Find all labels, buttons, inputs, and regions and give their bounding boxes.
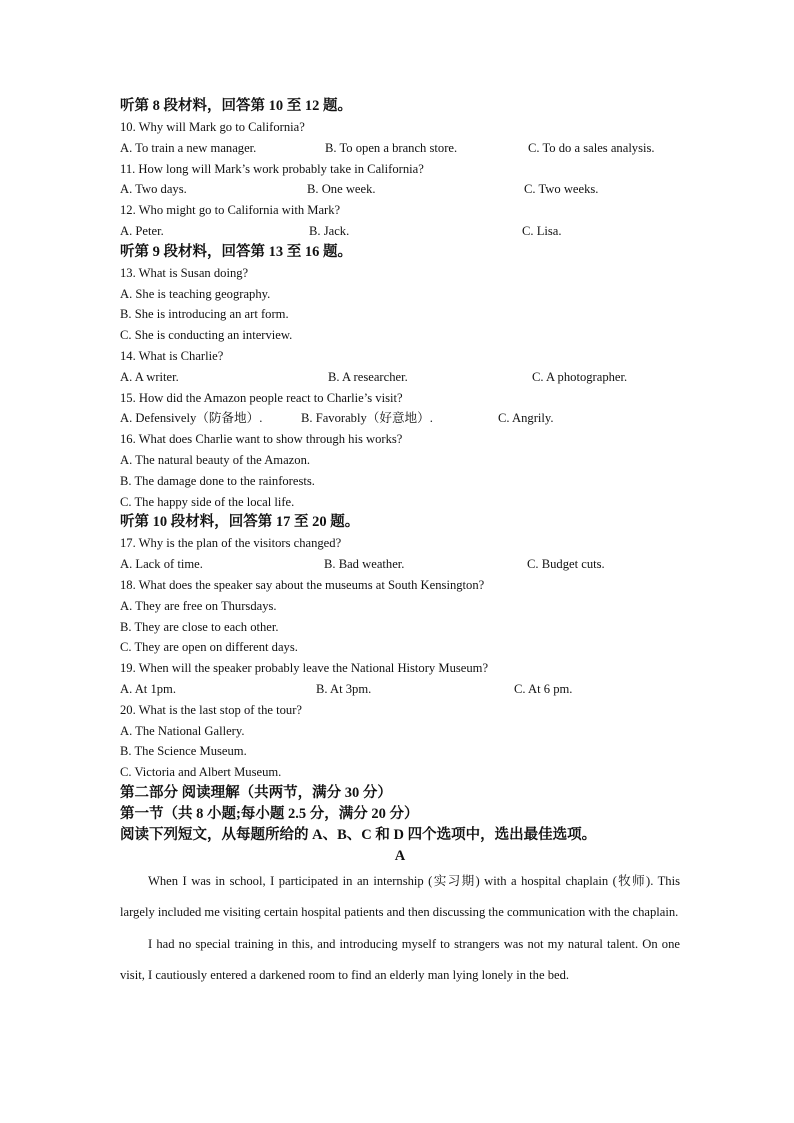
section-header-10: 听第 10 段材料，回答第 17 至 20 题。 [120, 514, 360, 531]
options-11 [120, 179, 680, 200]
question-17: 17. Why is the plan of the visitors changed? [120, 536, 342, 551]
question-13: 13. What is Susan doing? [120, 265, 249, 280]
option-12-b: B. Jack. [309, 223, 350, 238]
question-12: 12. Who might go to California with Mark? [120, 203, 341, 218]
question-10: 10. Why will Mark go to California? [120, 120, 305, 134]
option-12-c: C. Lisa. [522, 223, 562, 238]
section-header-8: 听第 8 段材料，回答第 10 至 12 题。 [120, 98, 352, 114]
part2-instruction: 阅读下列短文，从每题所给的 A、B、C 和 D 四个选项中，选出最佳选项。 [120, 826, 597, 843]
option-11-b: B. One week. [307, 182, 376, 197]
part2-section1: 第一节（共 8 小题;每小题 2.5 分，满分 20 分） [120, 805, 419, 822]
option-18-b: B. They are close to each other. [120, 619, 279, 634]
option-16-b: B. The damage done to the rainforests. [120, 473, 315, 488]
option-16-a: A. The natural beauty of the Amazon. [120, 452, 311, 467]
option-20-b: B. The Science Museum. [120, 744, 247, 759]
option-18-a: A. They are free on Thursdays. [120, 598, 277, 613]
option-15-a: A. Defensively（防备地）. [120, 411, 263, 426]
option-19-a: A. At 1pm. [120, 681, 176, 696]
option-12-a: A. Peter. [120, 223, 164, 238]
option-16-c: C. The happy side of the local life. [120, 494, 295, 509]
option-10-c: C. To do a sales analysis. [528, 140, 655, 155]
option-11-a: A. Two days. [120, 182, 187, 197]
option-19-c: C. At 6 pm. [514, 681, 573, 696]
option-17-a: A. Lack of time. [120, 557, 203, 572]
passage-paragraph-1: When I was in school, I participated in an internship (实习期) with a hospital chaplain (牧师). This largely included me visiting certain hospital patients and then discussing the communication with the chaplain. [120, 873, 680, 920]
passage-paragraph-2: I had no special training in this, and introducing myself to strangers was not my natural talent. On one visit, I cautiously entered a darkened room to find an elderly man lying lonely in the bed. [120, 936, 680, 983]
option-13-b: B. She is introducing an art form. [120, 307, 289, 322]
exam-page [120, 96, 680, 992]
question-20: 20. What is the last stop of the tour? [120, 702, 302, 717]
option-19-b: B. At 3pm. [316, 681, 372, 696]
option-20-a: A. The National Gallery. [120, 723, 245, 738]
question-14: 14. What is Charlie? [120, 348, 224, 363]
options-17 [120, 554, 680, 575]
option-15-c: C. Angrily. [498, 411, 554, 426]
option-11-c: C. Two weeks. [524, 182, 599, 197]
passage-label: A [394, 847, 406, 864]
option-18-c: C. They are open on different days. [120, 640, 298, 655]
option-14-c: C. A photographer. [532, 369, 628, 384]
question-15: 15. How did the Amazon people react to Charlie’s visit? [120, 390, 403, 405]
options-10 [120, 138, 680, 159]
option-14-b: B. A researcher. [328, 369, 408, 384]
option-13-a: A. She is teaching geography. [120, 286, 271, 301]
options-19 [120, 679, 680, 700]
question-18: 18. What does the speaker say about the museums at South Kensington? [120, 577, 485, 592]
options-14 [120, 367, 680, 388]
option-20-c: C. Victoria and Albert Museum. [120, 765, 282, 780]
option-13-c: C. She is conducting an interview. [120, 328, 293, 343]
option-10-a: A. To train a new manager. [120, 140, 257, 155]
option-14-a: A. A writer. [120, 369, 179, 384]
question-11: 11. How long will Mark’s work probably take in California? [120, 161, 424, 176]
options-15 [120, 408, 680, 429]
option-17-c: C. Budget cuts. [527, 557, 605, 572]
option-10-b: B. To open a branch store. [325, 140, 458, 155]
part2-title: 第二部分 阅读理解（共两节，满分 30 分） [120, 784, 392, 801]
options-12 [120, 221, 680, 242]
question-19: 19. When will the speaker probably leave the National History Museum? [120, 661, 489, 676]
option-17-b: B. Bad weather. [324, 557, 405, 572]
option-15-b: B. Favorably（好意地）. [301, 411, 433, 426]
question-16: 16. What does Charlie want to show through his works? [120, 432, 403, 447]
section-header-9: 听第 9 段材料，回答第 13 至 16 题。 [120, 243, 352, 260]
